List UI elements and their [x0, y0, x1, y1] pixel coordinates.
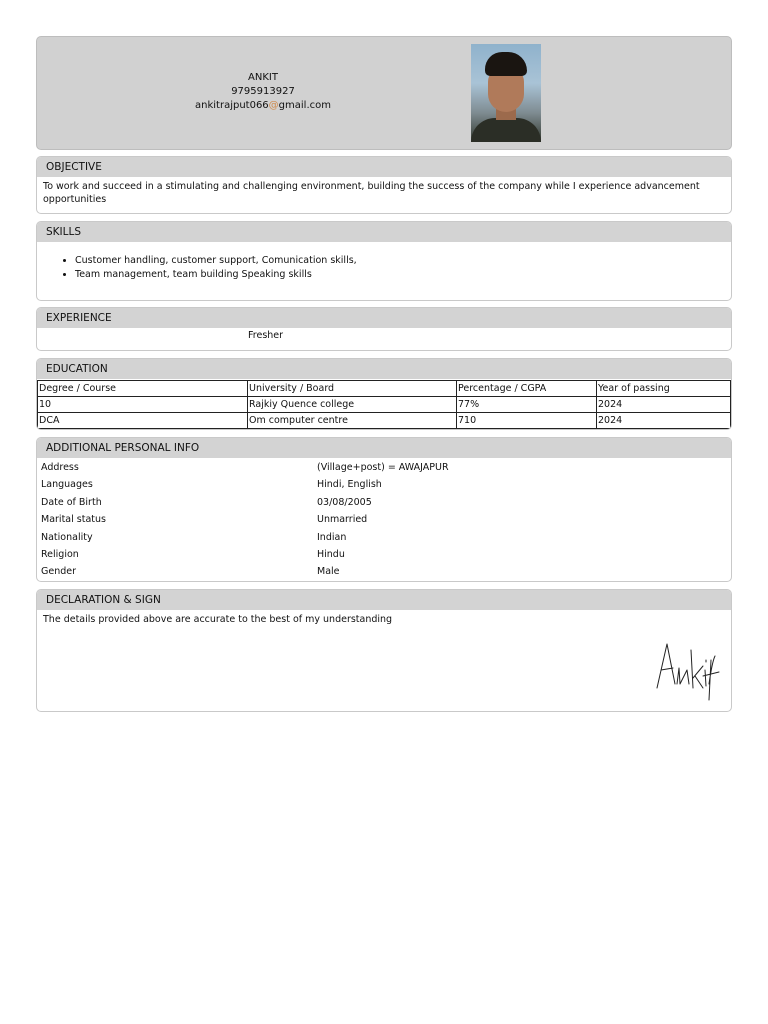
info-row-religion [37, 546, 731, 563]
info-row-gender [37, 563, 731, 580]
info-row-marital-status [37, 511, 731, 528]
section-title: SKILLS [37, 222, 731, 242]
table-row [38, 397, 731, 413]
info-label: Gender [41, 566, 77, 578]
table-cell: 77% [457, 397, 597, 413]
profile-photo [471, 44, 541, 142]
section-title: ADDITIONAL PERSONAL INFO [37, 438, 731, 458]
skills-section [36, 221, 732, 301]
info-value: 03/08/2005 [317, 496, 372, 508]
info-row-address [37, 459, 731, 476]
education-table [37, 380, 731, 429]
objective-text: To work and succeed in a stimulating and challenging environment, building the success of the company while I experience advancement opportunities [43, 181, 700, 205]
info-value: Male [317, 566, 340, 578]
info-row-languages [37, 476, 731, 493]
section-title: EXPERIENCE [37, 308, 731, 328]
signature-image [653, 630, 721, 710]
info-label: Religion [41, 548, 79, 560]
experience-text: Fresher [248, 330, 284, 341]
education-section [36, 358, 732, 430]
section-title: DECLARATION & SIGN [37, 590, 731, 610]
column-header: Year of passing [597, 381, 731, 397]
list-item: • Team management, team building Speaking skills [75, 268, 731, 282]
info-row-nationality [37, 529, 731, 546]
personal-info-list [37, 458, 731, 581]
contact-info [37, 71, 489, 113]
experience-section [36, 307, 732, 351]
info-value: Hindi, English [317, 479, 382, 491]
table-cell: 2024 [597, 413, 731, 429]
table-cell: Rajkiy Quence college [248, 397, 457, 413]
info-label: Date of Birth [41, 496, 102, 508]
info-value: (Village+post) = AWAJAPUR [317, 462, 449, 473]
column-header: Percentage / CGPA [457, 381, 597, 397]
table-row [38, 413, 731, 429]
table-cell: DCA [38, 413, 248, 429]
declaration-text: The details provided above are accurate to the best of my understanding [43, 614, 393, 625]
candidate-name: ANKIT [248, 72, 278, 83]
table-header-row [38, 381, 731, 397]
column-header: Degree / Course [38, 381, 248, 397]
info-label: Languages [41, 479, 93, 491]
email-address: ankitrajput066@gmail.com [195, 100, 331, 111]
info-label: Address [41, 462, 79, 473]
table-cell: 710 [457, 413, 597, 429]
list-item: • Customer handling, customer support, Comunication skills, [75, 254, 731, 268]
info-label: Marital status [41, 514, 106, 526]
table-cell: Om computer centre [248, 413, 457, 429]
table-cell: 2024 [597, 397, 731, 413]
info-value: Unmarried [317, 514, 368, 526]
resume-header [36, 36, 732, 150]
skills-list [37, 254, 731, 282]
personal-info-section [36, 437, 732, 582]
declaration-section [36, 589, 732, 712]
objective-section [36, 156, 732, 214]
info-row-date-of-birth [37, 494, 731, 511]
section-title: OBJECTIVE [37, 157, 731, 177]
table-cell: 10 [38, 397, 248, 413]
column-header: University / Board [248, 381, 457, 397]
phone-number: 9795913927 [231, 86, 295, 97]
info-value: Indian [317, 531, 347, 543]
info-value: Hindu [317, 548, 345, 560]
section-title: EDUCATION [37, 359, 731, 379]
info-label: Nationality [41, 531, 93, 543]
